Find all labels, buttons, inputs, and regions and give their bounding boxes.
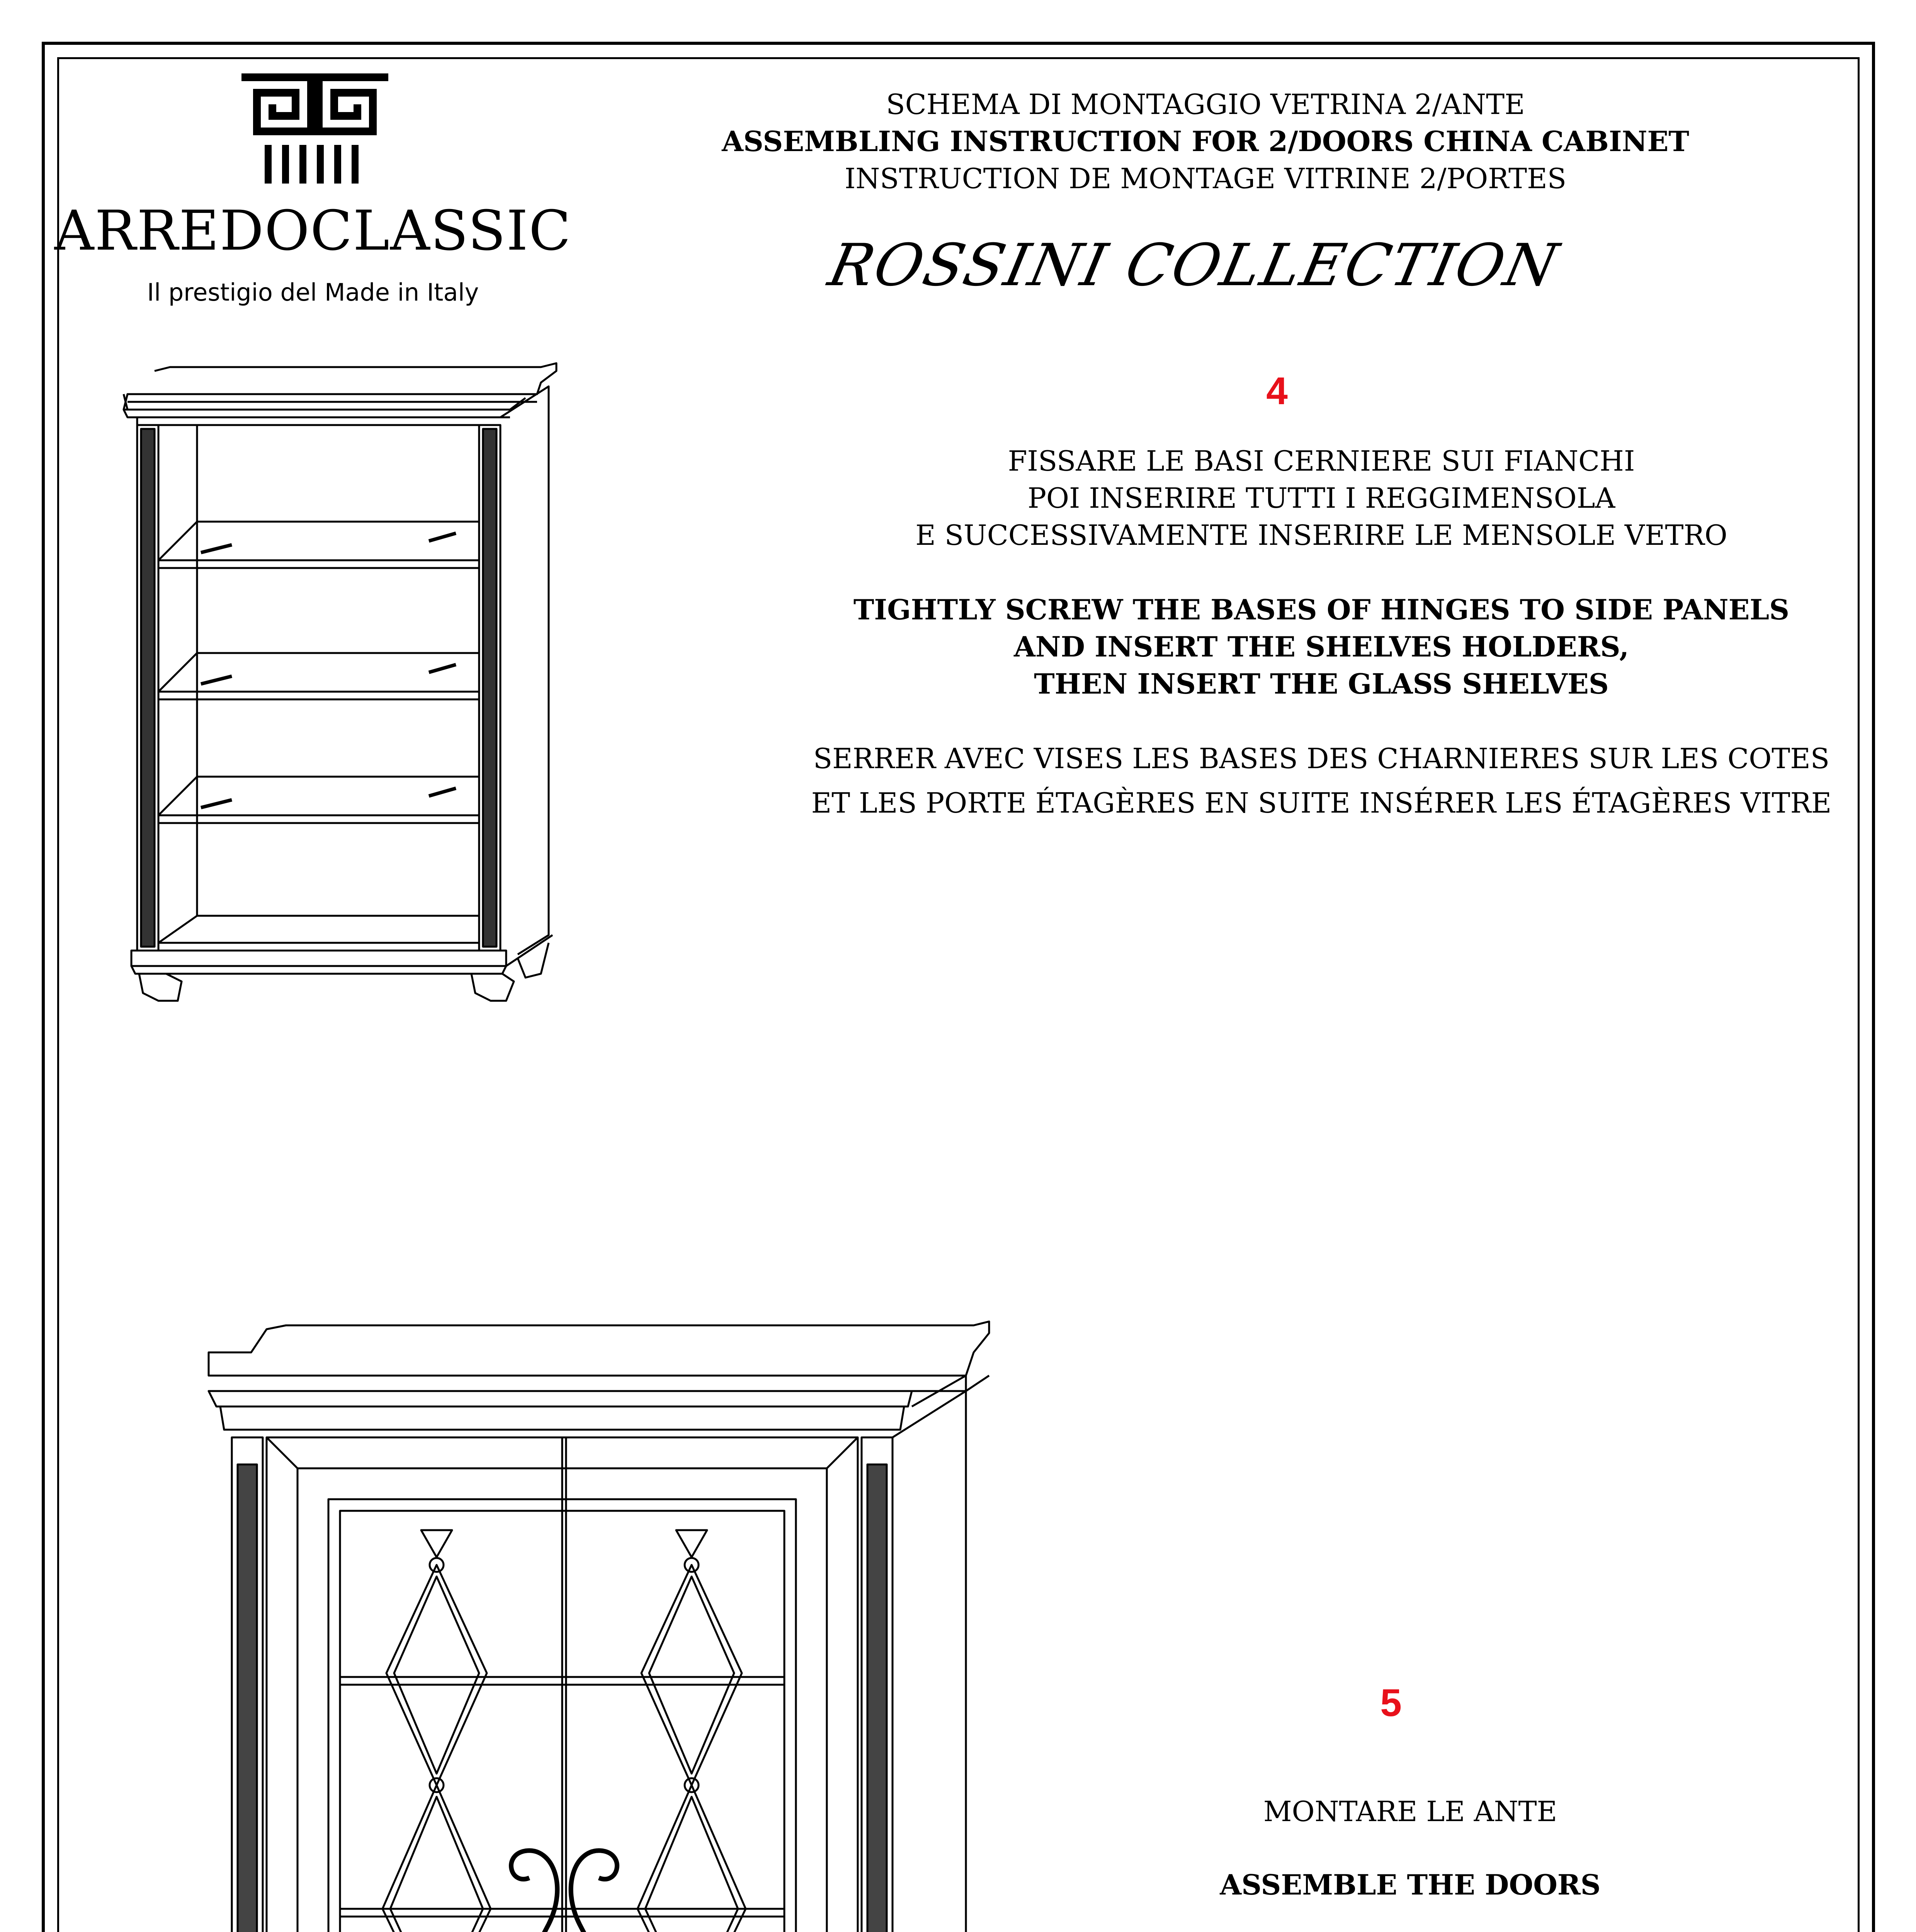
brand-name: ARREDOCLASSIC: [54, 199, 572, 263]
title-italian: SCHEMA DI MONTAGGIO VETRINA 2/ANTE: [886, 88, 1525, 121]
collection-name: ROSSINI COLLECTION: [823, 232, 1565, 299]
title-english: ASSEMBLING INSTRUCTION FOR 2/DOORS CHINA CABINET: [722, 125, 1689, 158]
step-4-en-line-1: TIGHTLY SCREW THE BASES OF HINGES TO SIDE PANELS: [853, 593, 1790, 626]
step-4-it-line-1: FISSARE LE BASI CERNIERE SUI FIANCHI: [1008, 445, 1635, 477]
step-4-fr-line-1: SERRER AVEC VISES LES BASES DES CHARNIERES SUR LES COTES: [813, 742, 1830, 775]
step-4-it-line-3: E SUCCESSIVAMENTE INSERIRE LE MENSOLE VETRO: [915, 519, 1727, 551]
step-4-en-line-3: THEN INSERT THE GLASS SHELVES: [1034, 667, 1609, 700]
step-5-it-line: MONTARE LE ANTE: [1263, 1795, 1557, 1828]
title-french: INSTRUCTION DE MONTAGE VITRINE 2/PORTES: [844, 162, 1567, 195]
step-5-number: 5: [1380, 1681, 1402, 1725]
step-4-number: 4: [1266, 369, 1288, 413]
brand-tagline: Il prestigio del Made in Italy: [147, 278, 479, 306]
step-4-en-line-2: AND INSERT THE SHELVES HOLDERS,: [1013, 630, 1629, 663]
step-5-en-line: ASSEMBLE THE DOORS: [1220, 1868, 1601, 1901]
step-4-fr-line-2: ET LES PORTE ÉTAGÈRES EN SUITE INSÉRER LES ÉTAGÈRES VITRE: [811, 787, 1832, 819]
step-4-it-line-2: POI INSERIRE TUTTI I REGGIMENSOLA: [1027, 482, 1615, 514]
